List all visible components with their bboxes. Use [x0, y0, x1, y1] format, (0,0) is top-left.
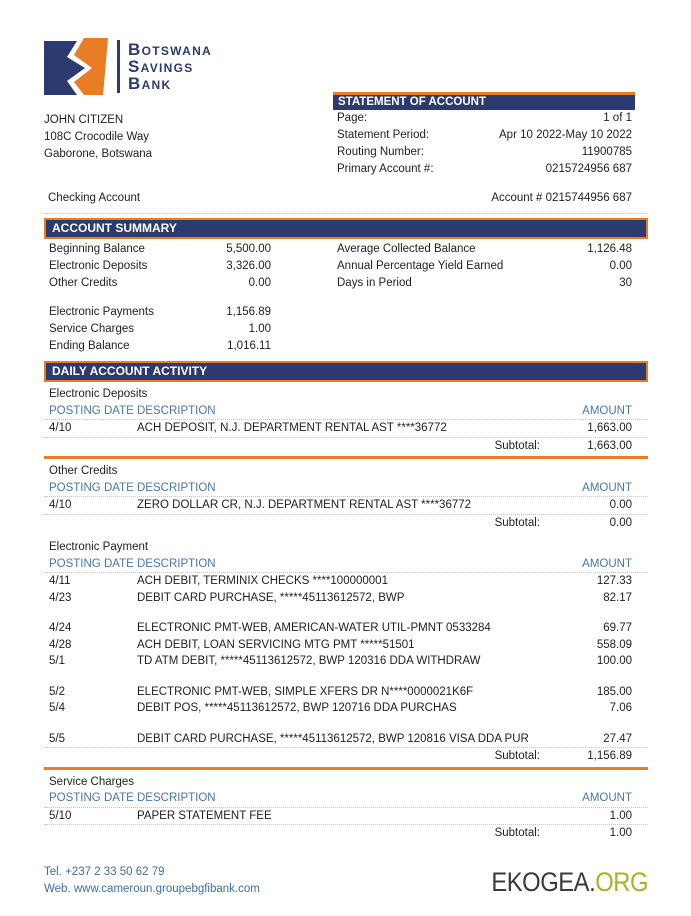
- bank-name-line3: Bank: [128, 74, 172, 93]
- transaction-description: ACH DEPOSIT, N.J. DEPARTMENT RENTAL AST ****36772: [137, 422, 447, 434]
- column-posting-date: POSTING DATE: [49, 557, 134, 570]
- statement-row-value: Apr 10 2022-May 10 2022: [499, 129, 632, 141]
- statement-row-label: Routing Number:: [337, 146, 424, 158]
- transaction-date: 4/28: [49, 638, 72, 651]
- summary-row: [337, 275, 648, 292]
- page-footer: [44, 864, 648, 898]
- summary-label: Beginning Balance: [49, 243, 145, 255]
- section-name: Electronic Deposits: [49, 388, 148, 400]
- transaction-description: ELECTRONIC PMT-WEB, AMERICAN-WATER UTIL-PMNT 0533284: [137, 622, 491, 634]
- summary-value: 1.00: [248, 323, 271, 335]
- activity-section-other-credits: [44, 463, 648, 531]
- transaction-amount: 69.77: [603, 622, 632, 634]
- account-type-label: Checking Account: [48, 192, 141, 204]
- summary-row: [49, 304, 271, 321]
- activity-section-electronic-deposits: [44, 386, 648, 454]
- summary-value: 30: [619, 277, 632, 289]
- subtotal-label: Subtotal:: [494, 750, 540, 762]
- transaction-amount: 185.00: [596, 685, 632, 698]
- statement-box-title: STATEMENT OF ACCOUNT: [333, 92, 635, 110]
- column-posting-date: POSTING DATE: [49, 404, 134, 417]
- subtotal-amount: 0.00: [609, 516, 632, 529]
- transaction-row: [44, 573, 648, 590]
- summary-left-column: [49, 241, 271, 355]
- statement-row-routing: [333, 144, 635, 161]
- account-summary-body: [44, 239, 648, 357]
- subtotal-amount: 1.00: [609, 827, 632, 839]
- summary-row: [49, 241, 271, 258]
- header-left: [44, 38, 212, 163]
- bank-logo-mark: [44, 38, 108, 96]
- transaction-amount: 0.00: [609, 499, 632, 511]
- column-posting-date: POSTING DATE: [49, 481, 134, 494]
- transaction-amount: 558.09: [596, 638, 632, 651]
- subtotal-row: [44, 514, 648, 532]
- transaction-description: DEBIT POS, *****45113612572, BWP 120716 DDA PURCHAS: [137, 702, 457, 714]
- summary-spacer: [49, 292, 271, 304]
- transaction-amount: 7.06: [609, 702, 632, 714]
- summary-value: 3,326.00: [226, 260, 271, 272]
- bank-logo: [44, 38, 212, 96]
- summary-row: [337, 258, 648, 275]
- summary-label: Annual Percentage Yield Earned: [337, 260, 504, 272]
- transaction-row: [44, 684, 648, 701]
- column-posting-date: POSTING DATE: [49, 792, 134, 804]
- activity-section-service-charges: [44, 774, 648, 842]
- transaction-row: [44, 700, 648, 717]
- transaction-description: TD ATM DEBIT, *****45113612572, BWP 120316 DDA WITHDRAW: [137, 655, 481, 667]
- transaction-date: 5/10: [49, 809, 72, 822]
- summary-right-column: [337, 241, 648, 355]
- summary-row: [337, 241, 648, 258]
- statement-row-label: Primary Account #:: [337, 163, 434, 175]
- ekogea-brand-name: EKOGEA.: [491, 866, 596, 897]
- transaction-date: 4/11: [49, 575, 71, 587]
- column-header-row: [44, 790, 648, 808]
- summary-label: Days in Period: [337, 277, 412, 289]
- summary-row: [49, 338, 271, 355]
- statement-row-value: 11900785: [581, 146, 632, 158]
- statement-of-account-box: [333, 92, 635, 178]
- customer-address-line1: 108C Crocodile Way: [44, 131, 150, 143]
- transaction-amount: 82.17: [603, 591, 632, 604]
- statement-row-label: Statement Period:: [337, 129, 430, 141]
- summary-value: 1,016.11: [227, 340, 271, 352]
- subtotal-row: [44, 747, 648, 765]
- summary-value: 0.00: [609, 260, 632, 272]
- summary-value: 5,500.00: [226, 243, 271, 255]
- summary-label: Average Collected Balance: [337, 243, 476, 255]
- summary-value: 1,156.89: [226, 306, 271, 318]
- customer-address-line2: Gaborone, Botswana: [44, 148, 153, 160]
- logo-divider: [117, 40, 120, 93]
- activity-section-electronic-payment: [44, 539, 648, 765]
- column-amount: AMOUNT: [582, 792, 632, 804]
- column-header-row: [44, 403, 648, 421]
- transaction-amount: 1.00: [609, 809, 632, 822]
- header: [44, 38, 648, 178]
- transaction-row: [44, 731, 648, 748]
- transaction-date: 4/24: [49, 622, 72, 634]
- summary-row: [49, 258, 271, 275]
- transaction-date: 4/10: [49, 422, 72, 434]
- transaction-description: DEBIT CARD PURCHASE, *****45113612572, BWP 120816 VISA DDA PUR: [137, 732, 529, 745]
- transaction-date: 5/4: [49, 702, 65, 714]
- transaction-description: PAPER STATEMENT FEE: [137, 809, 272, 822]
- summary-row: [49, 321, 271, 338]
- subtotal-label: Subtotal:: [494, 827, 540, 839]
- column-description: DESCRIPTION: [137, 481, 216, 494]
- summary-label: Service Charges: [49, 323, 135, 335]
- account-summary-header: ACCOUNT SUMMARY: [44, 218, 648, 239]
- transaction-row: [44, 637, 648, 654]
- column-description: DESCRIPTION: [137, 404, 216, 417]
- account-number-label: Account # 0215744956 687: [491, 192, 632, 204]
- summary-label: Other Credits: [49, 277, 118, 289]
- statement-row-page: [333, 110, 635, 127]
- section-name: Electronic Payment: [49, 541, 149, 553]
- section-divider: [44, 456, 648, 459]
- bank-name-line1: Botswana: [128, 40, 213, 59]
- transaction-row: [44, 653, 648, 670]
- statement-row-value: 1 of 1: [603, 112, 632, 124]
- daily-activity-header: DAILY ACCOUNT ACTIVITY: [44, 361, 648, 382]
- ekogea-brand: [491, 867, 648, 898]
- section-divider: [44, 767, 648, 770]
- summary-value: 1,126.48: [587, 243, 632, 255]
- transaction-amount: 1,663.00: [587, 422, 632, 434]
- transaction-description: ELECTRONIC PMT-WEB, SIMPLE XFERS DR N****0000021K6F: [137, 685, 474, 698]
- transaction-date: 4/10: [49, 499, 72, 511]
- transaction-description: ACH DEBIT, LOAN SERVICING MTG PMT *****51501: [137, 638, 415, 651]
- section-name: Service Charges: [49, 775, 135, 788]
- column-amount: AMOUNT: [582, 404, 632, 417]
- transaction-description: ACH DEBIT, TERMINIX CHECKS ****100000001: [137, 575, 388, 587]
- bank-website: Web. www.cameroun.groupebgfibank.com: [44, 882, 260, 895]
- transaction-row: [44, 420, 648, 437]
- summary-value: 0.00: [248, 277, 271, 289]
- transaction-date: 5/2: [49, 685, 65, 698]
- bank-name-line2: Savings: [128, 57, 194, 76]
- column-header-row: [44, 556, 648, 574]
- transaction-date: 5/5: [49, 732, 65, 745]
- transaction-row: [44, 620, 648, 637]
- subtotal-amount: 1,156.89: [587, 750, 632, 762]
- subtotal-row: [44, 824, 648, 842]
- statement-row-value: 0215724956 687: [545, 163, 632, 175]
- summary-row: [49, 275, 271, 292]
- transaction-description: DEBIT CARD PURCHASE, *****45113612572, BWP: [137, 591, 405, 604]
- column-header-row: [44, 480, 648, 498]
- transaction-amount: 27.47: [603, 732, 632, 745]
- transaction-amount: 127.33: [596, 575, 632, 587]
- subtotal-row: [44, 437, 648, 455]
- subtotal-amount: 1,663.00: [587, 439, 632, 452]
- transaction-row: [44, 497, 648, 514]
- bank-name: [128, 38, 212, 92]
- column-amount: AMOUNT: [582, 481, 632, 494]
- statement-row-label: Page:: [337, 112, 368, 124]
- statement-row-primary-account: [333, 161, 635, 178]
- transaction-row: [44, 808, 648, 825]
- transaction-row: [44, 590, 648, 607]
- column-description: DESCRIPTION: [137, 792, 216, 804]
- section-name: Other Credits: [49, 465, 118, 477]
- statement-row-period: [333, 127, 635, 144]
- account-type-line: [44, 190, 648, 214]
- subtotal-label: Subtotal:: [494, 439, 540, 452]
- customer-address-block: [44, 112, 212, 163]
- ekogea-brand-tld: ORG: [595, 866, 648, 897]
- bank-telephone: Tel. +237 2 33 50 62 79: [44, 865, 165, 878]
- subtotal-label: Subtotal:: [494, 516, 540, 529]
- customer-name: JOHN CITIZEN: [44, 114, 124, 126]
- transaction-date: 5/1: [49, 655, 65, 667]
- bank-contact-block: [44, 864, 260, 898]
- summary-label: Electronic Payments: [49, 306, 154, 318]
- transaction-date: 4/23: [49, 591, 72, 604]
- transaction-amount: 100.00: [596, 655, 632, 667]
- column-description: DESCRIPTION: [137, 557, 216, 570]
- summary-label: Electronic Deposits: [49, 260, 148, 272]
- transaction-description: ZERO DOLLAR CR, N.J. DEPARTMENT RENTAL AST ****36772: [137, 499, 472, 511]
- column-amount: AMOUNT: [582, 557, 632, 570]
- summary-label: Ending Balance: [49, 340, 130, 352]
